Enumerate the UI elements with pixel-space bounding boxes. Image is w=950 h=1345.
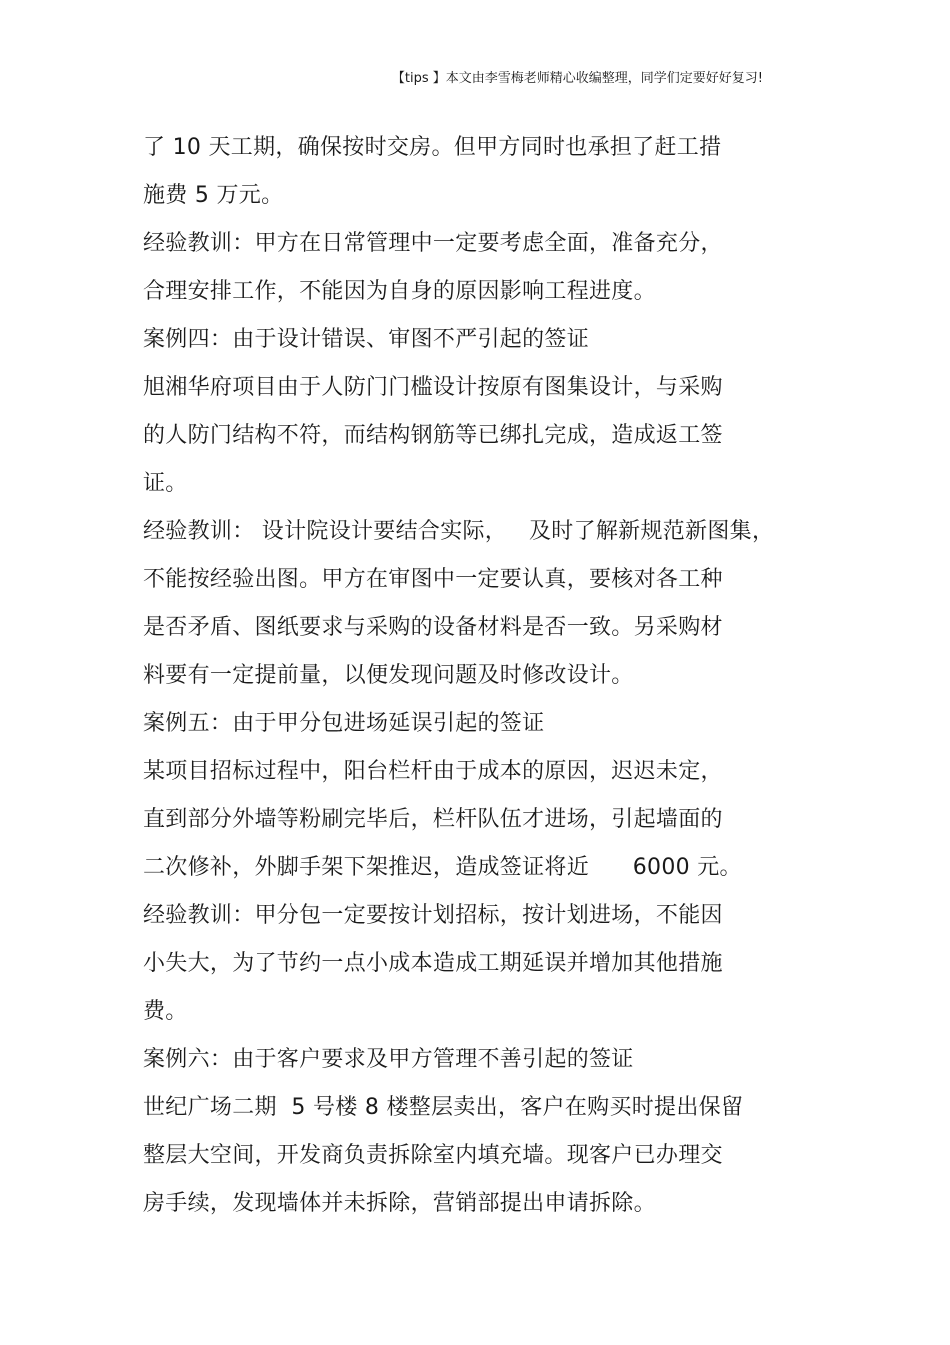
text-line: 直到部分外墙等粉刷完毕后，栏杆队伍才进场，引起墙面的 [143, 807, 723, 832]
text-line: 房手续，发现墙体并未拆除，营销部提出申请拆除。 [143, 1191, 656, 1216]
text-line: 二次修补，外脚手架下架推迟，造成签证将近 6000 元。 [143, 855, 742, 880]
text-line: 经验教训：甲方在日常管理中一定要考虑全面，准备充分， [143, 231, 723, 256]
text-line: 经验教训： 设计院设计要结合实际， 及时了解新规范新图集， [143, 519, 775, 544]
text-line: 小失大，为了节约一点小成本造成工期延误并增加其他措施 [143, 951, 723, 976]
text-line: 了 10 天工期，确保按时交房。但甲方同时也承担了赶工措 [143, 135, 722, 160]
text-line: 经验教训：甲分包一定要按计划招标，按计划进场，不能因 [143, 903, 723, 928]
text-line: 是否矛盾、图纸要求与采购的设备材料是否一致。另采购材 [143, 615, 723, 640]
text-line: 不能按经验出图。甲方在审图中一定要认真，要核对各工种 [143, 567, 723, 592]
text-line: 费。 [143, 999, 188, 1024]
text-line: 整层大空间，开发商负责拆除室内填充墙。现客户已办理交 [143, 1143, 723, 1168]
text-line: 世纪广场二期 5 号楼 8 楼整层卖出，客户在购买时提出保留 [143, 1095, 744, 1120]
text-line: 施费 5 万元。 [143, 183, 284, 208]
case-heading: 案例五：由于甲分包进场延误引起的签证 [143, 711, 545, 736]
text-line: 料要有一定提前量，以便发现问题及时修改设计。 [143, 663, 634, 688]
text-line: 证。 [143, 471, 188, 496]
text-line: 的人防门结构不符，而结构钢筋等已绑扎完成，造成返工签 [143, 423, 723, 448]
text-line: 某项目招标过程中，阳台栏杆由于成本的原因，迟迟未定， [143, 759, 723, 784]
text-line: 旭湘华府项目由于人防门门槛设计按原有图集设计，与采购 [143, 375, 723, 400]
header-tip-note: 【tips 】本文由李雪梅老师精心收编整理，同学们定要好好复习! [391, 71, 763, 86]
case-heading: 案例六：由于客户要求及甲方管理不善引起的签证 [143, 1047, 634, 1072]
document-body [143, 124, 823, 1228]
text-line: 合理安排工作，不能因为自身的原因影响工程进度。 [143, 279, 656, 304]
case-heading: 案例四：由于设计错误、审图不严引起的签证 [143, 327, 590, 352]
